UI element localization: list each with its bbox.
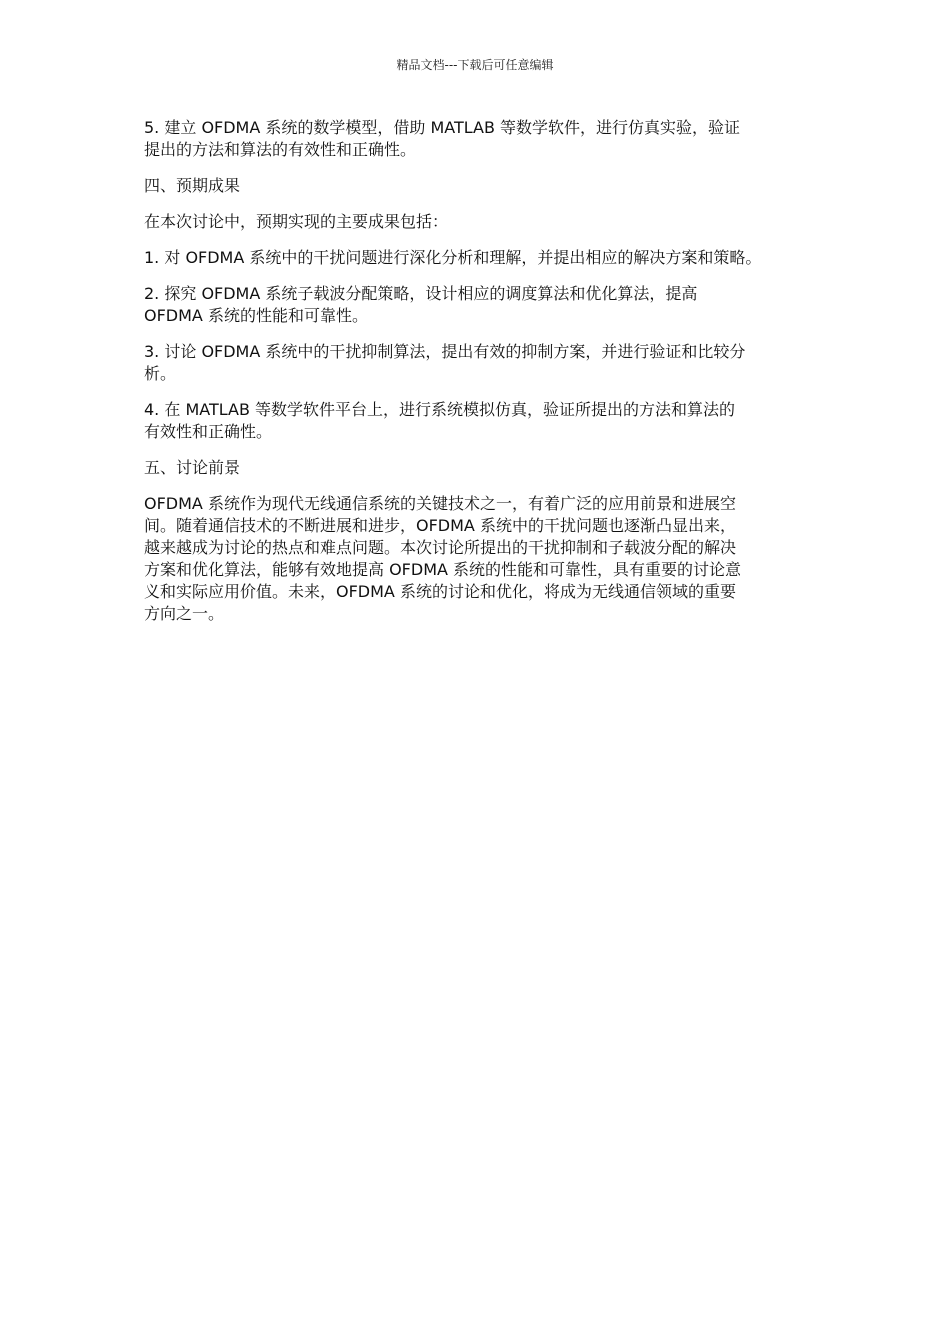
- expected-result-item-3: 3. 讨论 OFDMA 系统中的干扰抑制算法，提出有效的抑制方案，并进行验证和比较分 析。: [144, 342, 746, 383]
- expected-results-intro: 在本次讨论中，预期实现的主要成果包括：: [144, 212, 449, 231]
- section-heading-prospects: 五、讨论前景: [144, 458, 241, 477]
- document-body: [144, 117, 804, 639]
- section-heading-expected-results: 四、预期成果: [144, 176, 241, 195]
- prospects-paragraph: OFDMA 系统作为现代无线通信系统的关键技术之一，有着广泛的应用前景和进展空 间。随着通信技术的不断进展和进步，OFDMA 系统中的干扰问题也逐渐凸显出来， 越来越成为讨论的热点和难点问题。本次讨论所提出的干扰抑制和子载波分配的解决 方案和优化算法，能够有效地提高 OFDMA 系统的性能和可靠性，具有重要的讨论意 义和实际应用价值。未来，OFDMA 系统的讨论和优化，将成为无线通信领域的重要 方向之一。: [144, 494, 742, 623]
- expected-result-item-4: 4. 在 MATLAB 等数学软件平台上，进行系统模拟仿真，验证所提出的方法和算法的 有效性和正确性。: [144, 400, 736, 441]
- expected-result-item-2: 2. 探究 OFDMA 系统子载波分配策略，设计相应的调度算法和优化算法，提高 OFDMA 系统的性能和可靠性。: [144, 284, 698, 325]
- expected-result-item-1: 1. 对 OFDMA 系统中的干扰问题进行深化分析和理解，并提出相应的解决方案和策略。: [144, 248, 762, 267]
- research-step-5: 5. 建立 OFDMA 系统的数学模型，借助 MATLAB 等数学软件，进行仿真实验，验证 提出的方法和算法的有效性和正确性。: [144, 118, 741, 159]
- page-header: 精品文档---下载后可任意编辑: [396, 58, 554, 72]
